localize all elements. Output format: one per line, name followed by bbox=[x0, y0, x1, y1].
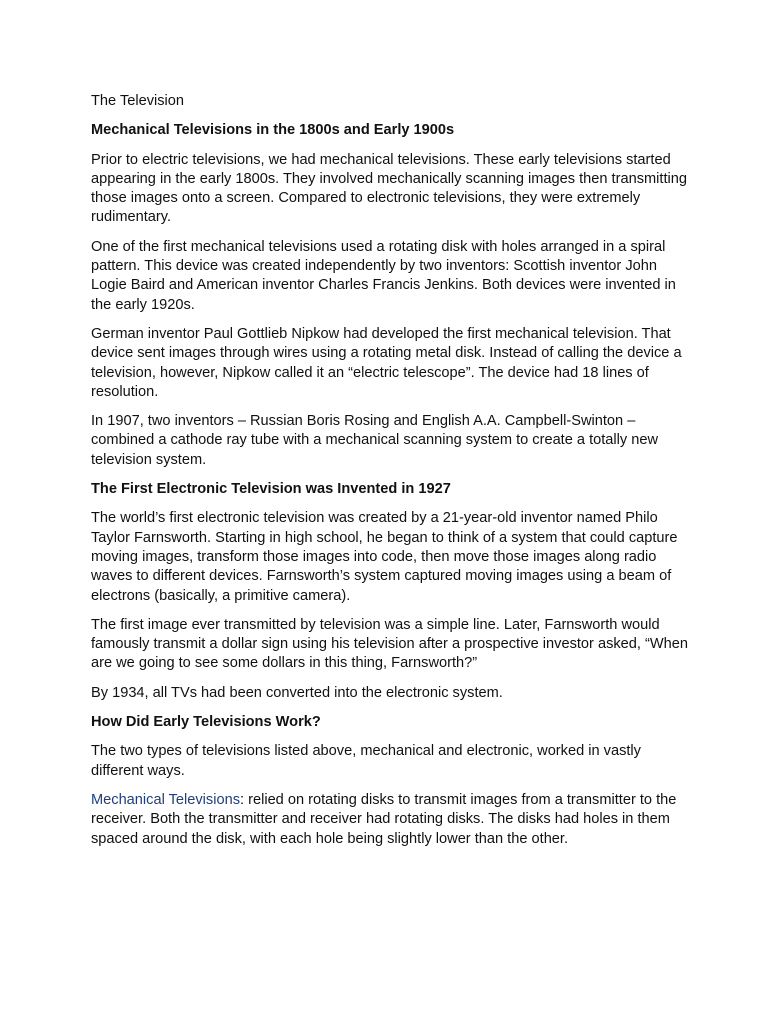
section-first-electronic-television bbox=[91, 480, 691, 703]
paragraph: The first image ever transmitted by television was a simple line. Later, Farnsworth would famously transmit a dollar sign using his television after a prospective investor asked, “When are we going to see some dollars in this thing, Farnsworth?” bbox=[91, 616, 688, 672]
document-page bbox=[91, 92, 691, 859]
definition-paragraph bbox=[91, 791, 691, 849]
paragraph: The world’s first electronic television was created by a 21-year-old inventor named Philo Taylor Farnsworth. Starting in high school, he began to think of a system that could capture moving images, transform those images into code, then move those images along radio waves to different devices. Farnsworth’s system captured moving images using a beam of electrons (basically, a primitive camera). bbox=[91, 510, 678, 604]
document-title: The Television bbox=[91, 93, 185, 109]
section-how-early-televisions-work bbox=[91, 713, 691, 849]
mechanical-televisions-link[interactable]: Mechanical Televisions bbox=[91, 791, 240, 808]
section-heading: Mechanical Televisions in the 1800s and Early 1900s bbox=[91, 122, 455, 139]
paragraph: Prior to electric televisions, we had mechanical televisions. These early televisions started appearing in the early 1800s. They involved mechanically scanning images then transmitting those images onto a screen. Compared to electronic televisions, they were extremely rudimentary. bbox=[91, 151, 687, 226]
section-mechanical-televisions bbox=[91, 121, 691, 470]
paragraph: One of the first mechanical televisions used a rotating disk with holes arranged in a spiral pattern. This device was created independently by two inventors: Scottish inventor John Logie Baird and American inventor Charles Francis Jenkins. Both devices were invented in the early 1920s. bbox=[91, 238, 676, 313]
paragraph: German inventor Paul Gottlieb Nipkow had developed the first mechanical television. That device sent images through wires using a rotating metal disk. Instead of calling the device a television, however, Nipkow called it an “electric telescope”. The device had 18 lines of resolution. bbox=[91, 325, 682, 400]
definition-text: : relied on rotating disks to transmit images from a transmitter to the receiver. Both the transmitter and receiver had rotating disks. The disks had holes in them spaced around the disk, with each hole being slightly lower than the other. bbox=[91, 791, 677, 847]
paragraph: By 1934, all TVs had been converted into the electronic system. bbox=[91, 684, 503, 701]
section-heading: The First Electronic Television was Invented in 1927 bbox=[91, 481, 451, 498]
paragraph: In 1907, two inventors – Russian Boris Rosing and English A.A. Campbell-Swinton – combined a cathode ray tube with a mechanical scanning system to create a totally new television system. bbox=[91, 413, 659, 468]
paragraph: The two types of televisions listed above, mechanical and electronic, worked in vastly different ways. bbox=[91, 743, 641, 779]
section-heading: How Did Early Televisions Work? bbox=[91, 714, 321, 731]
